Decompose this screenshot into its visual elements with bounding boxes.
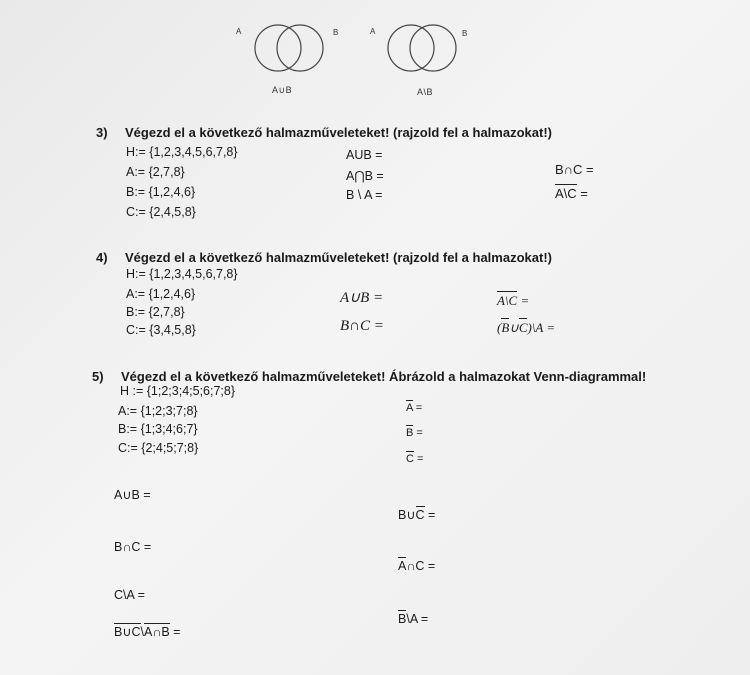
exercise-3-op-intersection: A⋂B = xyxy=(346,169,384,183)
exercise-5-op-a-complement: A = xyxy=(406,402,423,414)
exercise-4-op-complement-union: (B∪C)\A = xyxy=(497,320,556,335)
overline-b: B xyxy=(398,612,407,626)
venn-left-caption: A∪B xyxy=(272,85,293,95)
exercise-5-op-c-complement: C = xyxy=(406,453,424,465)
exercise-4-op-ac-complement: A\C = xyxy=(497,293,530,308)
exercise-4-number: 4) xyxy=(96,250,108,265)
exercise-5-op-anc: A∩C = xyxy=(398,559,436,573)
exercise-4-def-c: C:= {3,4,5,8} xyxy=(126,323,196,337)
venn-right-label-a: A xyxy=(370,27,376,36)
overline-b: B xyxy=(406,427,414,439)
exercise-5-op-last: B∪C\A∩B = xyxy=(114,625,181,639)
overline-anb: A∩B xyxy=(144,625,170,639)
exercise-3-op-difference: B \ A = xyxy=(346,188,383,202)
exercise-5-def-b: B:= {1;3;4;6;7} xyxy=(118,422,198,436)
exercise-5-number: 5) xyxy=(92,369,104,384)
overline-buc: B∪C xyxy=(114,625,141,639)
venn-left-label-a: A xyxy=(236,27,242,36)
overline-c: C xyxy=(518,320,528,335)
venn-left-diagram xyxy=(248,20,332,76)
exercise-5-def-h: H := {1;2;3;4;5;6;7;8} xyxy=(120,384,236,398)
exercise-4-def-a: A:= {1,2,4,6} xyxy=(126,287,196,301)
venn-right-diagram xyxy=(381,20,468,76)
exercise-4-def-h: H:= {1,2,3,4,5,6,7,8} xyxy=(126,267,238,281)
exercise-5-op-aub: A∪B = xyxy=(114,488,151,502)
overline-c: C xyxy=(406,453,414,465)
exercise-3-op-bc: B∩C = xyxy=(555,162,594,177)
venn-right-caption: A\B xyxy=(417,87,434,97)
overline-a: A xyxy=(398,559,407,573)
exercise-5-op-bnc: B∩C = xyxy=(114,540,152,554)
overline-ac: A\C xyxy=(555,186,577,201)
exercise-5-op-buc: B∪C = xyxy=(398,508,436,522)
exercise-5-op-b-complement: B = xyxy=(406,427,423,439)
overline-c: C xyxy=(415,508,425,522)
exercise-3-op-ac-complement: A\C = xyxy=(555,186,588,201)
exercise-4-def-b: B:= {2,7,8} xyxy=(126,305,185,319)
overline-b: B xyxy=(501,320,510,335)
exercise-5-op-ca: C\A = xyxy=(114,588,145,602)
exercise-5-op-ba: B\A = xyxy=(398,612,429,626)
exercise-3-def-b: B:= {1,2,4,6} xyxy=(126,185,196,199)
exercise-3-def-c: C:= {2,4,5,8} xyxy=(126,205,196,219)
overline-a: A xyxy=(406,402,413,414)
exercise-3-instruction: Végezd el a következő halmazműveleteket! (rajzold fel a halmazokat!) xyxy=(125,125,552,140)
exercise-5-instruction: Végezd el a következő halmazműveleteket! Ábrázold a halmazokat Venn-diagrammal! xyxy=(121,369,647,384)
exercise-4-instruction: Végezd el a következő halmazműveleteket! (rajzold fel a halmazokat!) xyxy=(125,250,552,265)
exercise-4-op-intersection: B∩C = xyxy=(340,318,384,334)
exercise-3-number: 3) xyxy=(96,125,108,140)
venn-right-label-b: B xyxy=(462,29,468,38)
overline-ac: A\C xyxy=(497,293,518,308)
exercise-5-def-a: A:= {1;2;3;7;8} xyxy=(118,404,198,418)
exercise-3-op-union: AUB = xyxy=(346,148,383,162)
exercise-5-def-c: C:= {2;4;5;7;8} xyxy=(118,441,199,455)
exercise-3-def-a: A:= {2,7,8} xyxy=(126,165,185,179)
exercise-3-def-h: H:= {1,2,3,4,5,6,7,8} xyxy=(126,145,238,159)
exercise-4-op-union: A∪B = xyxy=(340,290,384,306)
venn-left-label-b: B xyxy=(333,28,339,37)
